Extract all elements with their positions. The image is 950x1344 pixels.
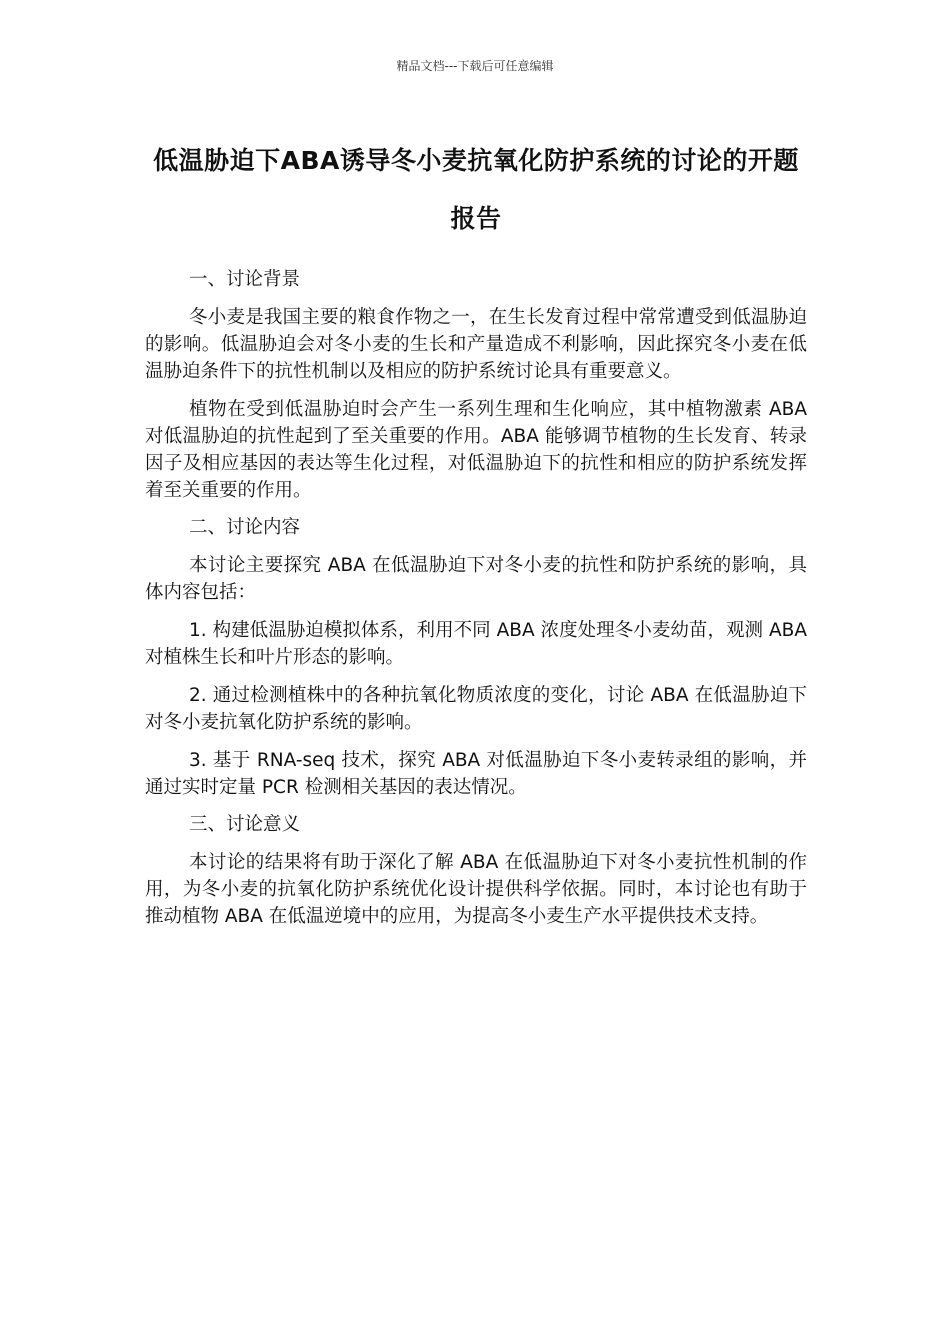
list-item: 3. 基于 RNA-seq 技术，探究 ABA 对低温胁迫下冬小麦转录组的影响，并通过实时定量 PCR 检测相关基因的表达情况。 [145, 750, 807, 798]
document-title: 低温胁迫下ABA诱导冬小麦抗氧化防护系统的讨论的开题报告 [153, 146, 799, 233]
section-heading-significance: 三、讨论意义 [189, 814, 301, 835]
section-heading-content: 二、讨论内容 [189, 517, 301, 538]
paragraph: 本讨论主要探究 ABA 在低温胁迫下对冬小麦的抗性和防护系统的影响，具体内容包括： [145, 555, 807, 603]
list-item: 2. 通过检测植株中的各种抗氧化物质浓度的变化，讨论 ABA 在低温胁迫下对冬小麦抗氧化防护系统的影响。 [145, 685, 807, 733]
paragraph: 植物在受到低温胁迫时会产生一系列生理和生化响应，其中植物激素 ABA 对低温胁迫的抗性起到了至关重要的作用。ABA 能够调节植物的生长发育、转录因子及相应基因的表达等生化过程，对低温胁迫下的抗性和相应的防护系统发挥着至关重要的作用。 [145, 399, 807, 501]
section-heading-background: 一、讨论背景 [189, 269, 301, 290]
paragraph: 本讨论的结果将有助于深化了解 ABA 在低温胁迫下对冬小麦抗性机制的作用，为冬小麦的抗氧化防护系统优化设计提供科学依据。同时，本讨论也有助于推动植物 ABA 在低温逆境中的应用，为提高冬小麦生产水平提供技术支持。 [145, 852, 807, 927]
document-body [145, 132, 807, 930]
list-item: 1. 构建低温胁迫模拟体系，利用不同 ABA 浓度处理冬小麦幼苗，观测 ABA 对植株生长和叶片形态的影响。 [145, 620, 807, 668]
paragraph: 冬小麦是我国主要的粮食作物之一，在生长发育过程中常常遭受到低温胁迫的影响。低温胁迫会对冬小麦的生长和产量造成不利影响，因此探究冬小麦在低温胁迫条件下的抗性机制以及相应的防护系统讨论具有重要意义。 [145, 307, 807, 382]
header-note: 精品文档---下载后可任意编辑 [396, 59, 554, 73]
document-content [145, 266, 807, 930]
